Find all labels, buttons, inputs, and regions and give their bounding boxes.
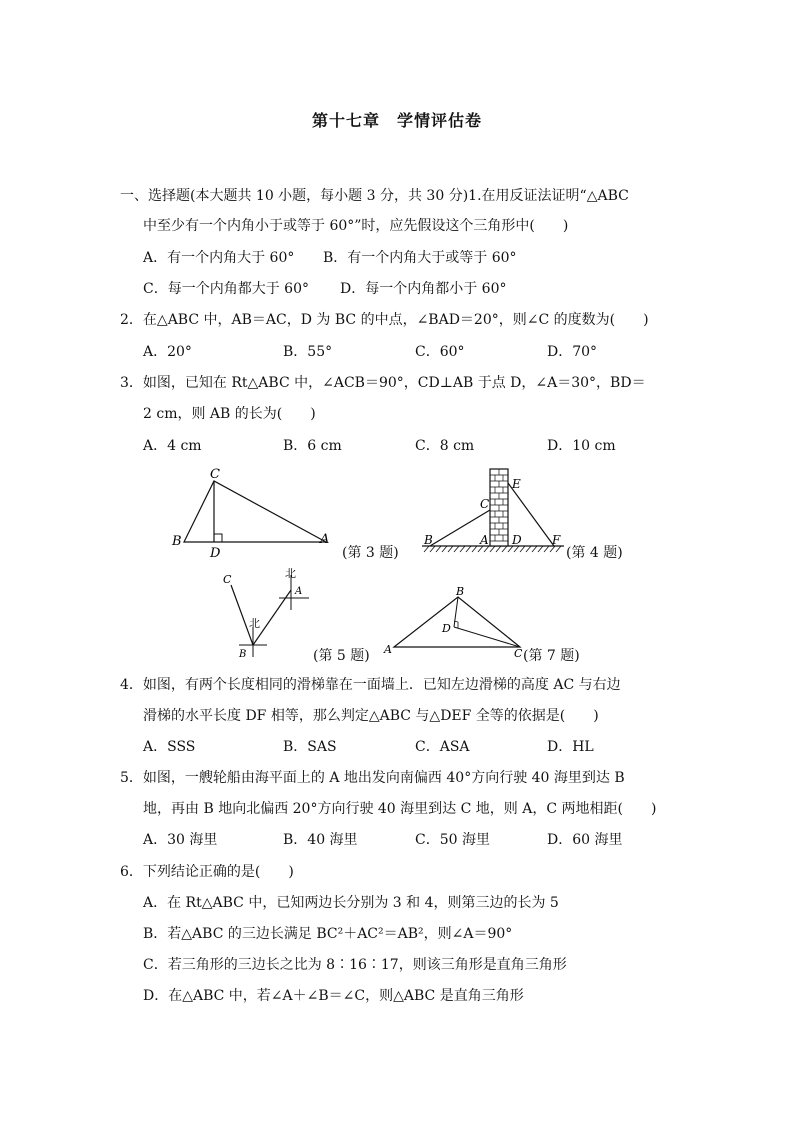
figure-3-caption: (第 3 题)	[342, 545, 399, 561]
question-4-option-d[interactable]: D．HL	[547, 739, 594, 755]
question-4-line-1	[120, 676, 621, 694]
label-b: B	[424, 533, 433, 547]
question-5-line-1	[120, 769, 625, 787]
label-a: A	[384, 643, 392, 656]
question-4-option-b[interactable]: B．SAS	[283, 739, 337, 755]
question-6-option-b[interactable]: B．若△ABC 的三边长满足 BC²＋AC²＝AB²，则∠A＝90°	[143, 926, 513, 942]
question-text: 如图，有两个长度相同的滑梯靠在一面墙上．已知左边滑梯的高度 AC 与右边	[142, 677, 621, 693]
question-1-line-1	[120, 187, 629, 205]
question-5-option-a[interactable]: A．30 海里	[143, 832, 218, 848]
question-6-option-c[interactable]: C．若三角形的三边长之比为 8∶16∶17，则该三角形是直角三角形	[143, 957, 567, 973]
question-2	[120, 311, 649, 329]
question-text: 在用反证法证明“△ABC	[481, 188, 629, 204]
question-4-option-a[interactable]: A．SSS	[143, 739, 196, 755]
question-1-option-c[interactable]: C．每一个内角都大于 60°	[143, 281, 309, 297]
question-number: 3．	[120, 375, 143, 391]
label-c: C	[514, 647, 523, 660]
question-text: 下列结论正确的是( )	[142, 864, 294, 880]
question-3-line-2: 2 cm，则 AB 的长为( )	[143, 406, 316, 422]
section-heading: 一、选择题(本大题共 10 小题，每小题 3 分，共 30 分)	[120, 188, 469, 204]
label-b: B	[172, 534, 182, 549]
figure-3	[170, 465, 340, 560]
label-a: A	[320, 532, 330, 547]
ground-hatching	[424, 546, 561, 552]
question-text: 如图，一艘轮船由海平面上的 A 地出发向南偏西 40°方向行驶 40 海里到达 B	[142, 770, 625, 786]
triangle-abc	[184, 481, 326, 542]
segment-dc	[454, 627, 520, 647]
figure-5-caption: (第 5 题)	[313, 648, 370, 664]
label-a: A	[295, 586, 303, 597]
label-a: A	[480, 533, 489, 547]
label-c: C	[210, 467, 220, 482]
question-number: 6．	[120, 864, 143, 880]
question-3-line-1	[120, 374, 646, 392]
label-north-b: 北	[249, 617, 260, 630]
label-c: C	[480, 497, 490, 511]
question-1-line-2: 中至少有一个内角小于或等于 60°”时，应先假设这个三角形中( )	[143, 218, 569, 234]
question-3-option-d[interactable]: D．10 cm	[547, 438, 616, 454]
label-c: C	[223, 573, 232, 586]
question-3-option-b[interactable]: B．6 cm	[283, 438, 342, 454]
segment-bd	[454, 597, 458, 627]
question-5-option-c[interactable]: C．50 海里	[415, 832, 490, 848]
question-1-option-b[interactable]: B．有一个内角大于或等于 60°	[323, 250, 517, 266]
question-6-option-a[interactable]: A．在 Rt△ABC 中，已知两边长分别为 3 和 4，则第三边的长为 5	[143, 895, 559, 911]
page-title: 第十七章 学情评估卷	[311, 111, 482, 130]
question-2-option-c[interactable]: C．60°	[415, 344, 465, 360]
question-text: 如图，已知在 Rt△ABC 中，∠ACB＝90°，CD⊥AB 于点 D，∠A＝30°，BD＝	[142, 375, 646, 391]
figure-4-caption: (第 4 题)	[566, 545, 623, 561]
figure-5	[215, 565, 315, 660]
label-north-a: 北	[285, 567, 296, 580]
question-3-option-a[interactable]: A．4 cm	[143, 438, 202, 454]
question-2-option-d[interactable]: D．70°	[547, 344, 598, 360]
label-d: D	[442, 622, 451, 635]
question-2-option-b[interactable]: B．55°	[283, 344, 333, 360]
question-6	[120, 863, 294, 881]
figure-7	[380, 585, 530, 660]
label-d: D	[210, 546, 221, 561]
question-6-option-d[interactable]: D．在△ABC 中，若∠A＋∠B＝∠C，则△ABC 是直角三角形	[143, 988, 524, 1004]
question-5-option-d[interactable]: D．60 海里	[547, 832, 623, 848]
label-e: E	[512, 477, 521, 491]
right-angle-mark	[214, 534, 222, 542]
question-1-option-a[interactable]: A．有一个内角大于 60°	[143, 250, 295, 266]
route-bc	[231, 585, 253, 645]
question-1-option-d[interactable]: D．每一个内角都小于 60°	[340, 281, 507, 297]
question-number: 4．	[120, 677, 143, 693]
question-number: 5．	[120, 770, 143, 786]
question-5-line-2: 地，再由 B 地向北偏西 20°方向行驶 40 海里到达 C 地，则 A，C 两地相距( )	[143, 801, 657, 817]
figure-4	[418, 465, 568, 560]
question-4-line-2: 滑梯的水平长度 DF 相等，那么判定△ABC 与△DEF 全等的依据是( )	[143, 708, 599, 724]
label-d: D	[512, 533, 522, 547]
figure-7-caption: (第 7 题)	[523, 648, 580, 664]
label-b: B	[239, 649, 247, 660]
label-f: F	[552, 533, 561, 547]
question-5-option-b[interactable]: B．40 海里	[283, 832, 358, 848]
question-number: 1.	[468, 188, 482, 204]
question-4-option-c[interactable]: C．ASA	[415, 739, 470, 755]
question-number: 2．	[120, 312, 143, 328]
question-2-option-a[interactable]: A．20°	[143, 344, 192, 360]
question-text: 在△ABC 中，AB＝AC，D 为 BC 的中点，∠BAD＝20°，则∠C 的度数为( )	[142, 312, 649, 328]
question-3-option-c[interactable]: C．8 cm	[415, 438, 475, 454]
label-b: B	[456, 585, 465, 598]
